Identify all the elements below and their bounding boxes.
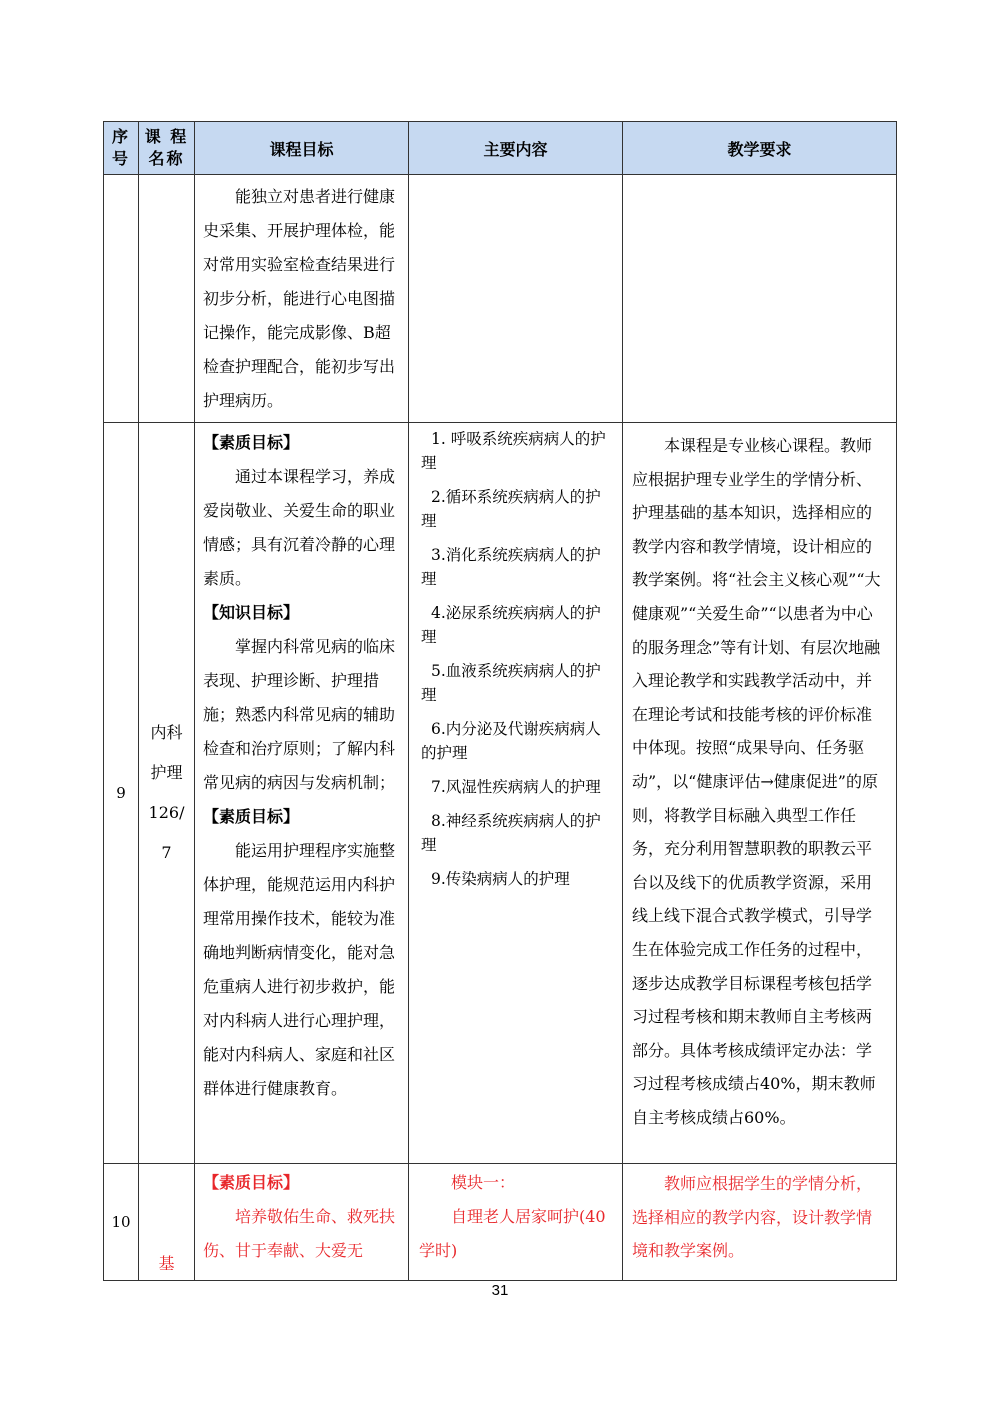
cont-seq-cell — [104, 175, 139, 423]
row9-goal-head-2: 【知识目标】 — [203, 603, 300, 622]
list-item: 3.消化系统疾病病人的护理 — [421, 546, 601, 588]
row9-seq: 9 — [104, 423, 139, 1164]
row10-goal-cell — [195, 1164, 409, 1281]
row9-name-line2: 护理 — [150, 763, 183, 782]
list-item: 9.传染病病人的护理 — [431, 870, 570, 888]
row9-requirement-cell — [623, 423, 897, 1164]
row9-name-line1: 内科 — [150, 723, 183, 742]
row9-goal-head-1: 【素质目标】 — [203, 433, 300, 452]
row9-goal-head-3: 【素质目标】 — [203, 807, 300, 826]
row9-goal-text-1: 通过本课程学习，养成爱岗敬业、关爱生命的职业情感；具有沉着冷静的心理素质。 — [203, 467, 396, 588]
row9-content-cell — [409, 423, 623, 1164]
header-goal: 课程目标 — [195, 122, 409, 175]
row9-goal-cell — [195, 423, 409, 1164]
cont-requirement-cell — [623, 175, 897, 423]
row10-requirement-text: 教师应根据学生的学情分析，选择相应的教学内容，设计教学情境和教学案例。 — [632, 1174, 873, 1261]
table-row-10 — [104, 1164, 897, 1281]
row10-content-text: 自理老人居家呵护(40学时) — [419, 1207, 606, 1260]
header-seq — [104, 122, 139, 175]
cont-goal-cell — [195, 175, 409, 423]
row10-requirement-cell — [623, 1164, 897, 1281]
row10-content-cell — [409, 1164, 623, 1281]
row10-content-module: 模块一： — [451, 1173, 516, 1192]
row10-seq: 10 — [104, 1164, 139, 1281]
row9-requirement-text: 本课程是专业核心课程。教师应根据护理专业学生的学情分析、护理基础的基本知识，选择相应的教学内容和教学情境，设计相应的教学案例。将“社会主义核心观”“大健康观”“关爱生命”“以患者为中心的服务理念”等有计划、有层次地融入理论教学和实践教学活动中，并在理论考试和技能考核的评价标准中体现。按照“成果导向、任务驱动”，以“健康评估→健康促进”的原则，将教学目标融入典型工作任务，充分利用智慧职教的职教云平台以及线下的优质教学资源，采用线上线下混合式教学模式，引导学生在体验完成工作任务的过程中，逐步达成教学目标课程考核包括学习过程考核和期末教师自主考核两部分。具体考核成绩评定办法：学习过程考核成绩占40%，期末教师自主考核成绩占60%。 — [632, 436, 881, 1127]
row9-name-line3: 126/ — [148, 803, 185, 822]
row9-goal-text-2: 掌握内科常见病的临床表现、护理诊断、护理措施；熟悉内科常见病的辅助检查和治疗原则；了解内科常见病的病因与发病机制； — [203, 637, 396, 792]
cont-content-cell — [409, 175, 623, 423]
row10-goal-head: 【素质目标】 — [203, 1173, 300, 1192]
header-name-line1: 课 程 — [144, 127, 189, 146]
curriculum-table — [103, 121, 897, 1281]
row10-goal-text: 培养敬佑生命、救死扶伤、甘于奉献、大爱无 — [203, 1207, 396, 1260]
cont-goal-text: 能独立对患者进行健康史采集、开展护理体检，能对常用实验室检查结果进行初步分析，能进行心电图描记操作，能完成影像、B超检查护理配合，能初步写出护理病历。 — [203, 187, 396, 410]
header-name-line2: 名称 — [148, 149, 185, 168]
header-seq-line2: 号 — [111, 149, 130, 168]
header-requirement: 教学要求 — [623, 122, 897, 175]
table-row-9 — [104, 423, 897, 1164]
row9-name — [139, 423, 195, 1164]
page-number: 31 — [491, 1282, 509, 1299]
list-item: 7.风湿性疾病病人的护理 — [431, 778, 601, 796]
list-item: 1. 呼吸系统疾病病人的护理 — [421, 430, 606, 472]
list-item: 4.泌尿系统疾病病人的护理 — [421, 604, 601, 646]
list-item: 5.血液系统疾病病人的护理 — [421, 662, 601, 704]
header-name — [139, 122, 195, 175]
row10-name: 基 — [139, 1164, 195, 1281]
list-item: 2.循环系统疾病病人的护理 — [421, 488, 601, 530]
cont-name-cell — [139, 175, 195, 423]
header-row — [104, 122, 897, 175]
row9-name-line4: 7 — [161, 843, 172, 862]
header-content: 主要内容 — [409, 122, 623, 175]
row9-goal-text-3: 能运用护理程序实施整体护理，能规范运用内科护理常用操作技术，能较为准确地判断病情变化，能对急危重病人进行初步救护，能对内科病人进行心理护理，能对内科病人、家庭和社区群体进行健康教育。 — [203, 841, 396, 1098]
list-item: 6.内分泌及代谢疾病病人的护理 — [421, 720, 601, 762]
list-item: 8.神经系统疾病病人的护理 — [421, 812, 601, 854]
table-row-continued — [104, 175, 897, 423]
header-seq-line1: 序 — [111, 127, 130, 146]
